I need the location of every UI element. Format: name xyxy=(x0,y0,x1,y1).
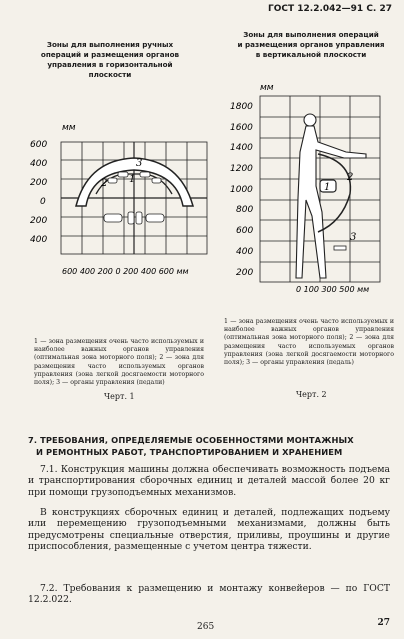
fig2-ytick: 600 xyxy=(236,226,254,236)
page-header: ГОСТ 12.2.042—91 С. 27 xyxy=(267,4,392,14)
fig2-ytick: 1600 xyxy=(230,123,253,133)
fig2-diagram xyxy=(226,82,398,294)
fig2-title xyxy=(226,30,396,60)
fig1-diagram xyxy=(28,120,218,280)
fig2-zone-label: 2 xyxy=(347,172,354,183)
fig2-zone-label: 1 xyxy=(324,182,331,193)
fig1-caption: 1 — зона размещения очень часто используемых и наиболее важных органов управления (оптимальная зона моторного поля); 2 — зона для размещения часто используемых органов управления (зона легкой досягаемости моторного поля); 3 — органы управления (педали) xyxy=(34,338,204,387)
fig1-title-line: управления в горизонтальной xyxy=(47,60,173,69)
section-heading-line: 7. ТРЕБОВАНИЯ, ОПРЕДЕЛЯЕМЫЕ ОСОБЕННОСТЯМИ МОНТАЖНЫХ xyxy=(28,435,354,445)
paragraph xyxy=(28,464,390,498)
fig1-xticks: 600 400 200 0 200 400 600 мм xyxy=(62,267,189,276)
sheet-number: 27 xyxy=(377,618,390,628)
fig1-label: Черт. 1 xyxy=(104,392,135,401)
fig1-control xyxy=(152,178,161,183)
fig1-ytick: 600 xyxy=(30,140,48,150)
fig1-ytick: 400 xyxy=(30,235,48,245)
fig1-pedal xyxy=(136,212,142,224)
fig2-ytick: 200 xyxy=(236,268,254,278)
fig2-human-figure xyxy=(296,114,366,278)
fig2-ytick: 400 xyxy=(236,247,254,257)
fig1-pedal xyxy=(146,214,164,222)
fig2-ytick: 800 xyxy=(236,205,254,215)
fig2-ytick: 1800 xyxy=(230,102,253,112)
fig1-pedal xyxy=(104,214,122,222)
fig1-ytick: 200 xyxy=(30,178,48,188)
fig1-ytick: 200 xyxy=(30,216,48,226)
fig2-title-line: и размещения органов управления xyxy=(237,40,385,49)
fig2-unit: мм xyxy=(260,83,274,93)
fig1-title-line: Зоны для выполнения ручных xyxy=(46,40,174,49)
fig1-control xyxy=(118,172,128,177)
fig1-ytick: 400 xyxy=(30,159,48,169)
fig2-label: Черт. 2 xyxy=(296,390,327,399)
fig1-title xyxy=(40,40,180,80)
fig1-title-line: операций и размещения органов xyxy=(40,50,180,59)
fig1-control xyxy=(140,172,150,177)
fig1-zone-label: 2 xyxy=(101,178,108,189)
fig2-ytick: 1400 xyxy=(230,143,253,153)
fig2-caption: 1 — зона размещения очень часто используемых и наиболее важных органов управления (оптимальная зона моторного поля); 2 — зона для размещения часто используемых органов управления (зона легкой досягаемости моторного поля); 3 — органы управления (педаль) xyxy=(224,318,394,367)
fig1-pedal xyxy=(128,212,134,224)
fig2-zone-label: 3 xyxy=(350,232,357,243)
fig2-title-line: в вертикальной плоскости xyxy=(255,50,367,59)
fig1-ytick: 0 xyxy=(40,197,46,207)
paragraph-text: В конструкциях сборочных единиц и деталей, подлежащих подъему или перемещению грузоподъемными механизмами, должны быть предусмотрены специальные отверстия, приливы, проушины и другие приспособления, размещенные с учетом центра тяжести. xyxy=(28,507,390,553)
fig2-xticks: 0 100 300 500 мм xyxy=(296,285,370,294)
section-heading-line: И РЕМОНТНЫХ РАБОТ, ТРАНСПОРТИРОВАНИЕМ И ХРАНЕНИЕМ xyxy=(36,447,343,457)
fig2-pedal xyxy=(334,246,346,250)
fig2-title-line: Зоны для выполнения операций xyxy=(243,30,379,39)
fig1-title-line: плоскости xyxy=(88,70,132,79)
paragraph-text: 7.2. Требования к размещению и монтажу конвейеров — по ГОСТ 12.2.022. xyxy=(28,583,390,606)
paragraph xyxy=(28,583,390,606)
paragraph-text: 7.1. Конструкция машины должна обеспечивать возможность подъема и транспортирования сборочных единиц и деталей массой более 20 кг при помощи грузоподъемных механизмов. xyxy=(28,464,390,498)
page-number: 265 xyxy=(197,622,215,632)
section-heading xyxy=(28,434,388,458)
paragraph xyxy=(28,507,390,553)
fig1-control xyxy=(108,178,117,183)
fig1-unit: мм xyxy=(62,123,76,133)
fig2-ytick: 1000 xyxy=(230,185,253,195)
fig1-zone-label: 1 xyxy=(129,174,136,185)
fig1-zone-label: 3 xyxy=(136,158,143,169)
fig2-ytick: 1200 xyxy=(230,164,253,174)
